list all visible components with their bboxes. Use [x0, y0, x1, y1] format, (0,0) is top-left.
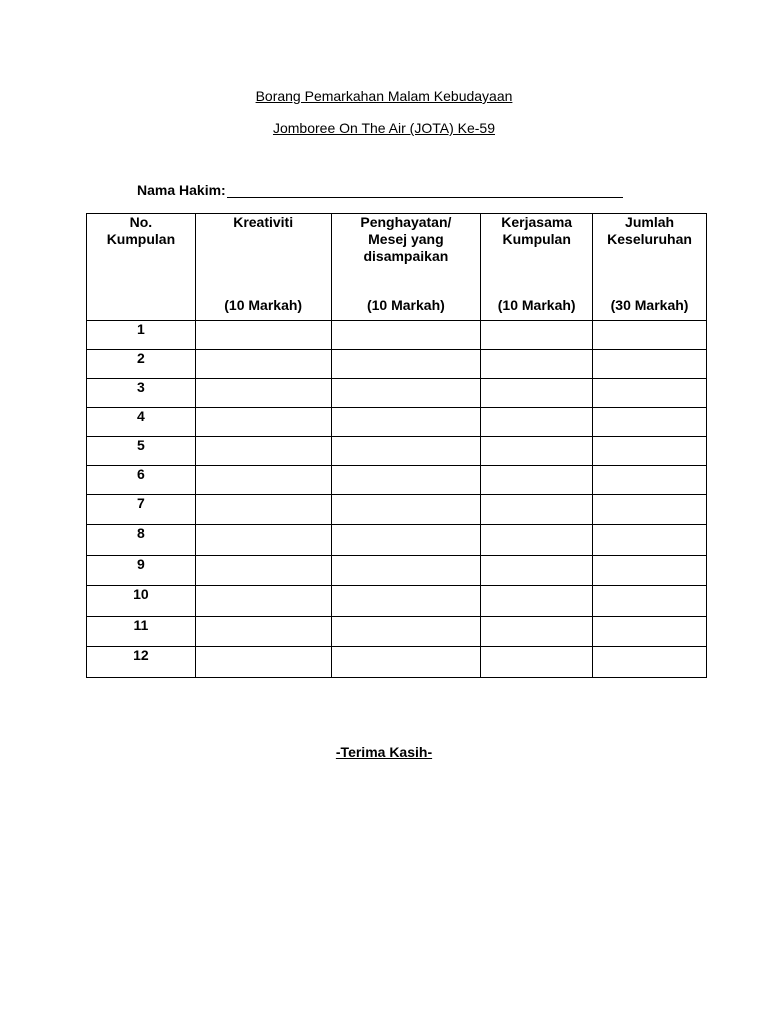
creativity-score-cell[interactable]: [195, 321, 331, 350]
score-table-body: [87, 321, 707, 678]
table-row: [87, 647, 707, 678]
teamwork-score-cell[interactable]: [481, 525, 593, 556]
group-number-cell: 4: [87, 408, 196, 437]
group-number-cell: 10: [87, 586, 196, 617]
total-score-cell[interactable]: [593, 408, 707, 437]
header-line: Jumlah: [625, 214, 675, 230]
document-title: Borang Pemarkahan Malam Kebudayaan: [255, 88, 513, 104]
group-number-cell: 7: [87, 495, 196, 525]
creativity-score-cell[interactable]: [195, 350, 331, 379]
appreciation-score-cell[interactable]: [331, 379, 481, 408]
group-number-cell: 3: [87, 379, 196, 408]
appreciation-score-cell[interactable]: [331, 647, 481, 678]
total-score-cell[interactable]: [593, 647, 707, 678]
creativity-score-cell[interactable]: [195, 466, 331, 495]
group-number-cell: 11: [87, 617, 196, 647]
header-line: No.: [129, 214, 153, 230]
table-row: [87, 586, 707, 617]
teamwork-score-cell[interactable]: [481, 647, 593, 678]
header-line: Keseluruhan: [607, 231, 692, 247]
total-score-cell[interactable]: [593, 556, 707, 586]
creativity-score-cell[interactable]: [195, 586, 331, 617]
header-creativity: [195, 214, 331, 321]
header-mark: (10 Markah): [497, 297, 576, 313]
group-number-cell: 9: [87, 556, 196, 586]
header-group-number: [87, 214, 196, 321]
teamwork-score-cell[interactable]: [481, 586, 593, 617]
header-teamwork: [481, 214, 593, 321]
appreciation-score-cell[interactable]: [331, 525, 481, 556]
document-subtitle: Jomboree On The Air (JOTA) Ke-59: [272, 120, 495, 136]
group-number-cell: 2: [87, 350, 196, 379]
appreciation-score-cell[interactable]: [331, 495, 481, 525]
header-line: Mesej yang: [368, 231, 444, 247]
header-mark: (10 Markah): [224, 297, 303, 313]
table-row: [87, 495, 707, 525]
table-row: [87, 437, 707, 466]
teamwork-score-cell[interactable]: [481, 556, 593, 586]
creativity-score-cell[interactable]: [195, 556, 331, 586]
total-score-cell[interactable]: [593, 350, 707, 379]
header-mark: (10 Markah): [366, 297, 445, 313]
table-row: [87, 466, 707, 495]
header-line: disampaikan: [363, 248, 449, 264]
creativity-score-cell[interactable]: [195, 437, 331, 466]
table-row: [87, 321, 707, 350]
appreciation-score-cell[interactable]: [331, 350, 481, 379]
judge-name-label: Nama Hakim:: [137, 182, 226, 198]
teamwork-score-cell[interactable]: [481, 379, 593, 408]
header-total: [593, 214, 707, 321]
group-number-cell: 12: [87, 647, 196, 678]
creativity-score-cell[interactable]: [195, 617, 331, 647]
table-row: [87, 408, 707, 437]
total-score-cell[interactable]: [593, 617, 707, 647]
creativity-score-cell[interactable]: [195, 379, 331, 408]
appreciation-score-cell[interactable]: [331, 437, 481, 466]
total-score-cell[interactable]: [593, 379, 707, 408]
table-row: [87, 350, 707, 379]
header-appreciation: [331, 214, 481, 321]
group-number-cell: 8: [87, 525, 196, 556]
group-number-cell: 5: [87, 437, 196, 466]
teamwork-score-cell[interactable]: [481, 466, 593, 495]
header-line: Penghayatan/: [360, 214, 452, 230]
total-score-cell[interactable]: [593, 321, 707, 350]
header-line: Kreativiti: [233, 214, 294, 230]
total-score-cell[interactable]: [593, 525, 707, 556]
table-row: [87, 556, 707, 586]
judge-name-line[interactable]: [227, 183, 623, 198]
teamwork-score-cell[interactable]: [481, 495, 593, 525]
appreciation-score-cell[interactable]: [331, 586, 481, 617]
appreciation-score-cell[interactable]: [331, 408, 481, 437]
creativity-score-cell[interactable]: [195, 647, 331, 678]
teamwork-score-cell[interactable]: [481, 437, 593, 466]
total-score-cell[interactable]: [593, 495, 707, 525]
creativity-score-cell[interactable]: [195, 495, 331, 525]
teamwork-score-cell[interactable]: [481, 350, 593, 379]
score-table: [86, 213, 707, 678]
table-row: [87, 525, 707, 556]
group-number-cell: 6: [87, 466, 196, 495]
teamwork-score-cell[interactable]: [481, 617, 593, 647]
creativity-score-cell[interactable]: [195, 525, 331, 556]
header-line: Kerjasama: [501, 214, 573, 230]
table-row: [87, 379, 707, 408]
total-score-cell[interactable]: [593, 586, 707, 617]
creativity-score-cell[interactable]: [195, 408, 331, 437]
appreciation-score-cell[interactable]: [331, 466, 481, 495]
header-line: Kumpulan: [106, 231, 176, 247]
header-mark: (30 Markah): [610, 297, 689, 313]
teamwork-score-cell[interactable]: [481, 408, 593, 437]
header-line: Kumpulan: [502, 231, 571, 247]
judge-name-field[interactable]: [137, 182, 623, 198]
table-row: [87, 617, 707, 647]
teamwork-score-cell[interactable]: [481, 321, 593, 350]
table-header-row: [87, 214, 707, 321]
appreciation-score-cell[interactable]: [331, 556, 481, 586]
group-number-cell: 1: [87, 321, 196, 350]
closing-thanks: -Terima Kasih-: [335, 744, 433, 760]
total-score-cell[interactable]: [593, 437, 707, 466]
appreciation-score-cell[interactable]: [331, 321, 481, 350]
total-score-cell[interactable]: [593, 466, 707, 495]
appreciation-score-cell[interactable]: [331, 617, 481, 647]
